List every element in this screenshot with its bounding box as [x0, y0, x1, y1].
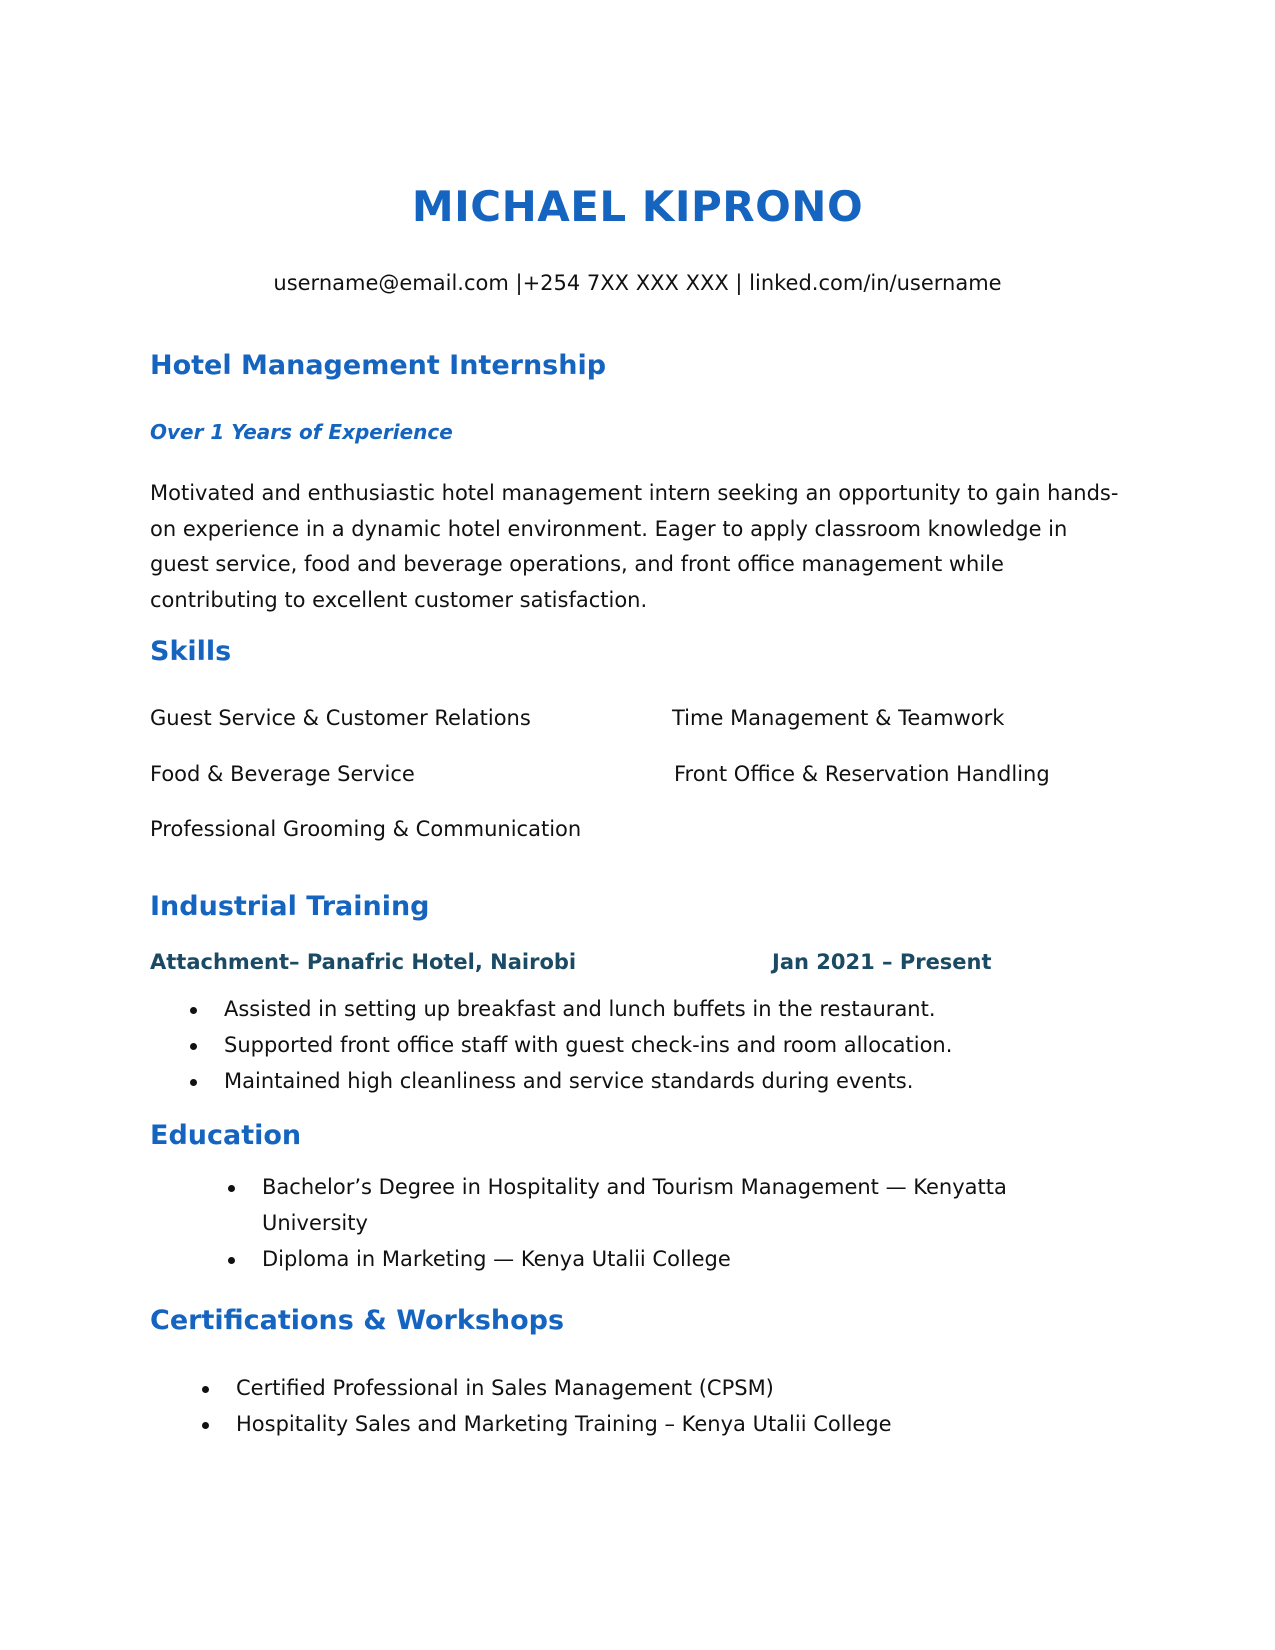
- experience-summary: Over 1 Years of Experience: [150, 420, 453, 444]
- list-item: Assisted in setting up breakfast and lunch buffets in the restaurant.: [224, 991, 952, 1027]
- skill-item: Professional Grooming & Communication: [150, 817, 582, 841]
- skill-item: Time Management & Teamwork: [672, 706, 1005, 730]
- contact-info: username@email.com |+254 7XX XXX XXX | linked.com/in/username: [273, 271, 1002, 295]
- bullet-icon: [228, 1185, 235, 1192]
- professional-summary: Motivated and enthusiastic hotel management intern seeking an opportunity to gain hands-on experience in a dynamic hotel environment. Eager to apply classroom knowledge in guest service, food and beverage operations, and front office management while contributing to excellent customer satisfaction.: [150, 481, 1119, 612]
- candidate-name: MICHAEL KIPRONO: [411, 182, 864, 231]
- training-bullets: [224, 991, 952, 1099]
- bullet-icon: [202, 1422, 209, 1429]
- bullet-icon: [190, 1043, 197, 1050]
- list-item: Bachelor’s Degree in Hospitality and Tourism Management — Kenyatta University: [262, 1169, 1042, 1241]
- objective-title: Hotel Management Internship: [150, 350, 607, 381]
- training-title: Industrial Training: [150, 891, 430, 922]
- education-list: [262, 1169, 1042, 1277]
- certifications-list: [236, 1370, 892, 1442]
- list-item: Supported front office staff with guest check-ins and room allocation.: [224, 1027, 952, 1063]
- training-role: Attachment– Panafric Hotel, Nairobi: [150, 950, 577, 974]
- list-item: Maintained high cleanliness and service standards during events.: [224, 1063, 952, 1099]
- bullet-icon: [202, 1386, 209, 1393]
- education-title: Education: [150, 1120, 302, 1151]
- bullet-icon: [190, 1007, 197, 1014]
- bullet-icon: [228, 1257, 235, 1264]
- list-item: Certified Professional in Sales Management (CPSM): [236, 1370, 892, 1406]
- skill-item: Guest Service & Customer Relations: [150, 706, 531, 730]
- skill-item: Food & Beverage Service: [150, 762, 415, 786]
- list-item: Diploma in Marketing — Kenya Utalii College: [262, 1241, 1042, 1277]
- training-dates: Jan 2021 – Present: [772, 950, 992, 974]
- certifications-title: Certifications & Workshops: [150, 1305, 565, 1336]
- skill-item: Front Office & Reservation Handling: [674, 762, 1050, 786]
- skills-title: Skills: [150, 636, 232, 667]
- bullet-icon: [190, 1079, 197, 1086]
- list-item: Hospitality Sales and Marketing Training – Kenya Utalii College: [236, 1406, 892, 1442]
